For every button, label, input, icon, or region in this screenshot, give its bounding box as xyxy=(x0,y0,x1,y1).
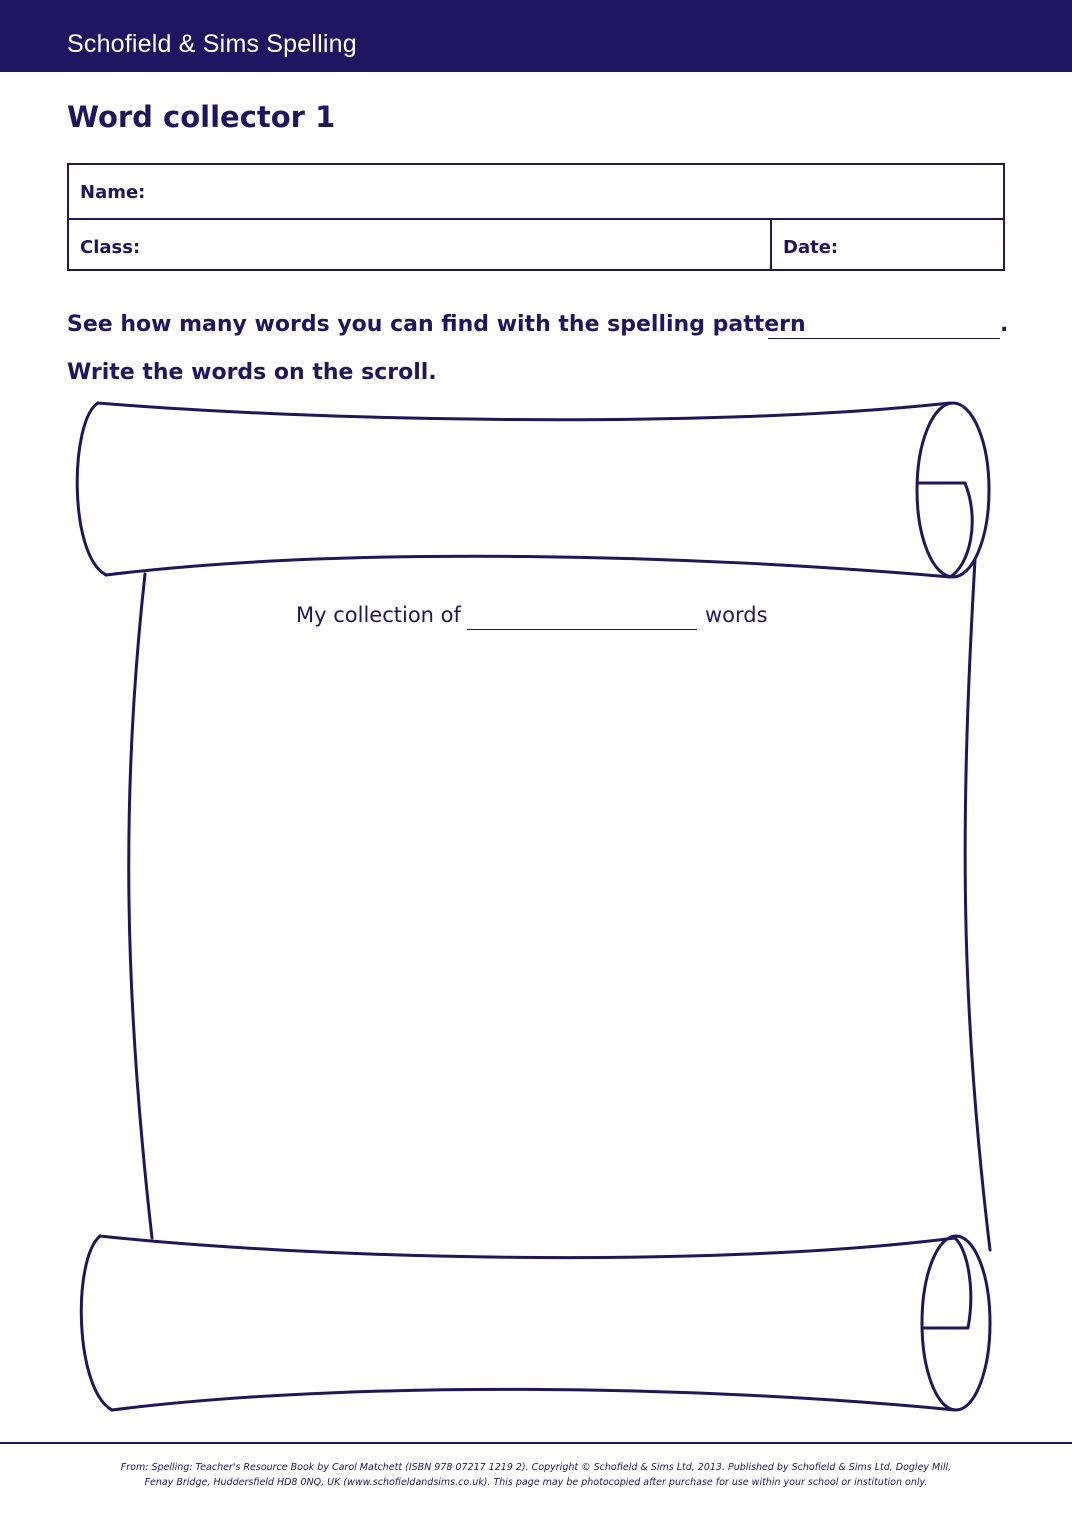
date-label: Date: xyxy=(783,237,839,258)
footer-line-2: Fenay Bridge, Huddersfield HD8 0NQ, UK (www.schofieldandsims.co.uk). This page may be photocopied after purchase for use within your school or institution only. xyxy=(144,1477,928,1488)
brand-title: Schofield & Sims Spelling xyxy=(67,30,357,58)
collection-suffix: words xyxy=(705,603,768,627)
instruction-period: . xyxy=(1000,312,1009,337)
footer-divider xyxy=(0,1442,1072,1444)
instruction-find-words: See how many words you can find with the spelling pattern xyxy=(67,312,806,337)
name-label: Name: xyxy=(80,182,146,203)
class-label: Class: xyxy=(80,237,141,258)
scroll-top-roll xyxy=(98,403,950,420)
instruction-write-words: Write the words on the scroll. xyxy=(67,360,437,385)
copyright-footer xyxy=(0,1460,1072,1490)
scroll-left-edge xyxy=(129,574,152,1238)
collection-prefix: My collection of xyxy=(296,603,461,627)
page-title: Word collector 1 xyxy=(67,100,336,134)
scroll-right-edge xyxy=(965,560,990,1250)
footer-line-1: From: Spelling: Teacher's Resource Book by Carol Matchett (ISBN 978 07217 1219 2). Copyright © Schofield & Sims Ltd, 2013. Published by Schofield & Sims Ltd, Dogley Mill, xyxy=(120,1462,952,1473)
scroll-bottom-roll xyxy=(100,1236,955,1258)
collection-pattern-blank[interactable] xyxy=(467,629,697,630)
